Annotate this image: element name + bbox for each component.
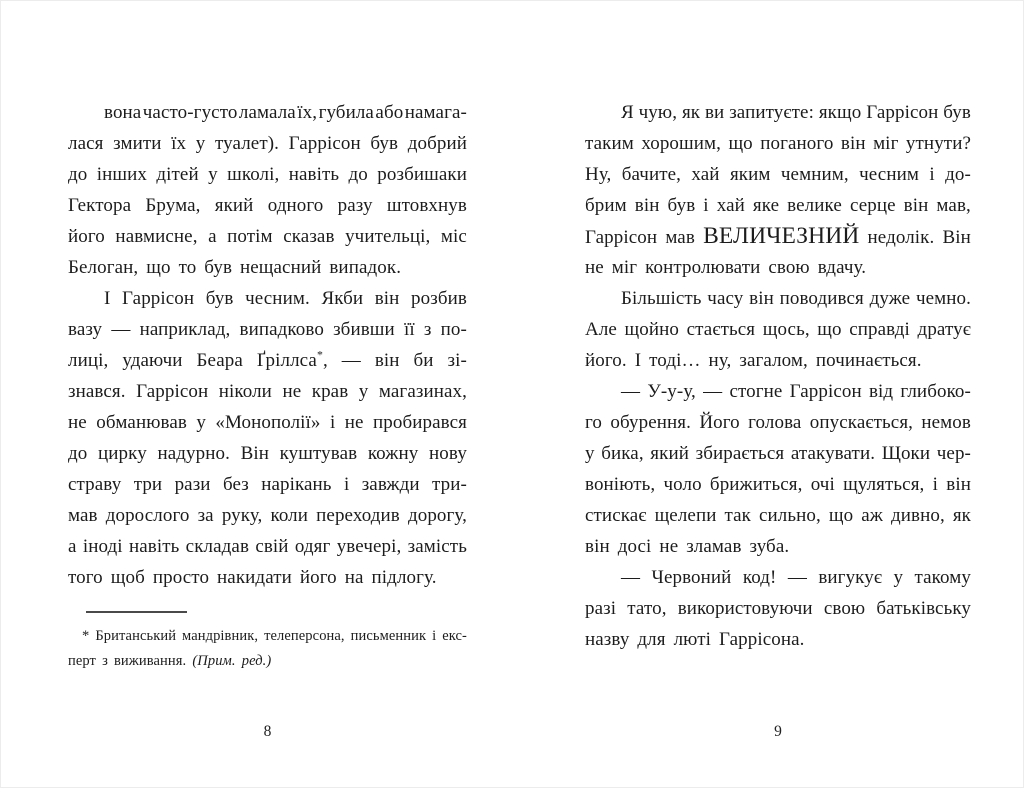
text-line: Гектора Брума, який одного разу штовхнув — [68, 195, 467, 216]
text-line: воніють, чоло брижиться, очі щуляться, і він — [585, 474, 971, 495]
text-line: вазу — наприклад, випадково збивши її з по- — [68, 319, 467, 340]
text-line: а іноді навіть складав свій одяг увечері, замість — [68, 536, 467, 557]
text-line: до цирку надурно. Він куштував кожну нову — [68, 443, 467, 464]
page-number-left: 8 — [263, 723, 272, 740]
paragraph — [585, 283, 971, 376]
paragraph — [585, 562, 971, 655]
text-line: знався. Гаррісон ніколи не крав у магазинах, — [68, 381, 467, 402]
right-page-text — [585, 97, 971, 655]
text-line: брим він був і хай яке велике серце він мав, — [585, 195, 971, 216]
text-line: разі тато, використовуючи свою батьківську — [585, 598, 971, 619]
footnote-text — [68, 624, 467, 674]
text-line: мав дорослого за руку, коли переходив дорогу, — [68, 505, 467, 526]
text-line: не обманював у «Монополії» і не пробирався — [68, 412, 467, 433]
text-line: не міг контролювати свою вдачу. — [585, 257, 867, 278]
text-line: І Гаррісон був чесним. Якби він розбив — [104, 288, 467, 309]
paragraph — [585, 97, 971, 283]
page-number-right: 9 — [774, 723, 782, 740]
paragraph — [68, 624, 467, 674]
text-line: він досі не зламав зуба. — [585, 536, 790, 557]
text-line: — У-у-у, — стогне Гаррісон від глибоко- — [621, 381, 971, 402]
text-line: у бика, який збирається атакувати. Щоки чер- — [585, 443, 971, 464]
text-line: стискає щелепи так сильно, що аж дивно, як — [585, 505, 971, 526]
paragraph — [68, 97, 467, 283]
text-line: го обурення. Його голова опускається, немов — [585, 412, 971, 433]
footnote-divider — [86, 611, 187, 613]
text-line: Більшість часу він поводився дуже чемно. — [621, 288, 971, 309]
text-line: — Червоний код! — вигукує у такому — [621, 567, 971, 588]
paragraph — [68, 283, 467, 593]
text-line: його. І тоді… ну, загалом, починається. — [585, 350, 922, 371]
text-line: лася змити їх у туалет). Гаррісон був добрий — [68, 133, 467, 154]
text-line: назву для люті Гаррісона. — [585, 629, 805, 650]
text-line: до інших дітей у школі, навіть до розбишаки — [68, 164, 467, 185]
text-line: Белоган, що то був нещасний випадок. — [68, 257, 402, 278]
text-line: Я чую, як ви запитуєте: якщо Гаррісон був — [621, 102, 971, 123]
text-line: таким хорошим, що поганого він міг утнути? — [585, 133, 971, 154]
text-line: Ну, бачите, хай яким чемним, чесним і до- — [585, 164, 971, 185]
footnote — [68, 611, 467, 674]
text-line: страву три рази без нарікань і завжди три- — [68, 474, 467, 495]
text-line: лиці, удаючи Беара Ґріллса*, — він би зі- — [68, 348, 467, 371]
text-line: Гаррісон мав ВЕЛИЧЕЗНИЙ недолік. Він — [585, 223, 971, 249]
paragraph — [585, 376, 971, 562]
text-line: вона часто-густо ламала їх, губила або намага- — [104, 102, 467, 123]
text-line: * Британський мандрівник, телеперсона, письменник і екс- — [82, 628, 467, 644]
left-page-text — [68, 97, 467, 593]
text-line: того щоб просто накидати його на підлогу. — [68, 567, 437, 588]
text-line: Але щойно стається щось, що справді дратує — [585, 319, 971, 340]
text-line: його навмисне, а потім сказав учительці, міс — [68, 226, 467, 247]
text-line: перт з виживання. (Прим. ред.) — [68, 653, 272, 669]
